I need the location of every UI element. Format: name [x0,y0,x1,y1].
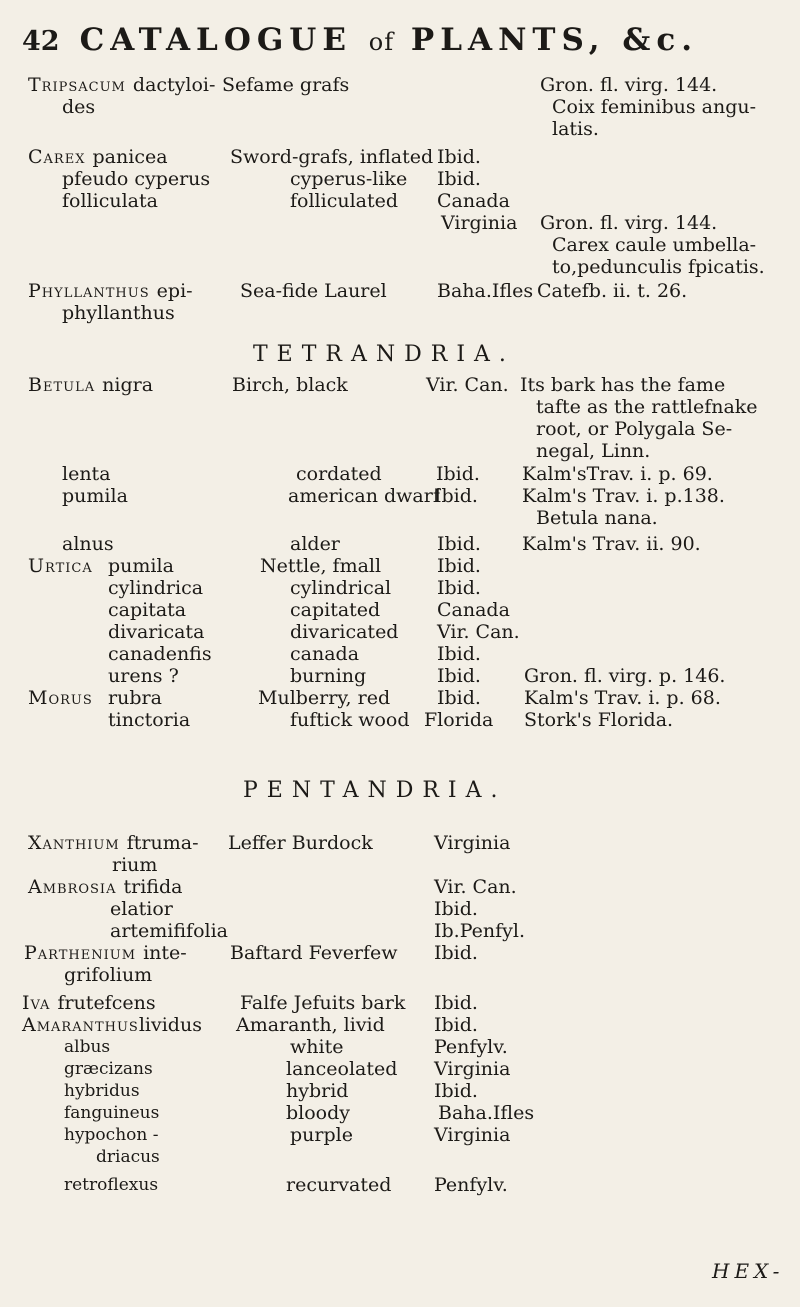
remark: Stork's Florida. [524,709,674,731]
english-name: Sea-fide Laurel [240,280,387,302]
species-cont: driacus [96,1147,160,1167]
english-name: Amaranth, livid [236,1014,385,1036]
english-name: fuftick wood [290,709,410,731]
habitat: Baha.Ifles [437,280,534,302]
remark-line: Its bark has the fame [520,374,726,396]
remark: Gron. fl. virg. p. 146. [524,665,726,687]
english-name: Baftard Feverfew [230,942,398,964]
genus-xanthium: Xanthium ftruma- [28,832,199,854]
english-name: alder [290,533,340,555]
species-name: hypochon - [64,1125,159,1145]
habitat: Ibid. [437,533,481,555]
genus-iva: Iva frutefcens [22,992,156,1014]
species-name: rubra [108,687,162,709]
species-name: cylindrica [108,577,204,599]
remark: Kalm's Trav. i. p.138. [522,485,725,507]
english-name: american dwarf [288,485,440,507]
habitat: Virginia [434,1058,511,1080]
english-name: Birch, black [232,374,348,396]
habitat: Ibid. [436,463,480,485]
genus-carex: Carex panicea [28,146,168,168]
habitat: Ibid. [437,146,481,168]
remark-line: Coix feminibus angu- [552,96,757,118]
species-name: alnus [62,533,114,555]
habitat: Ibid. [437,665,481,687]
habitat: Ibid. [434,898,478,920]
section-heading-tetrandria: TETRANDRIA. [253,342,515,367]
species-name: capitata [108,599,187,621]
habitat: Canada [437,190,510,212]
habitat: Ibid. [437,687,481,709]
genus-urtica: Urtica [28,555,93,577]
header-of: of [368,28,395,56]
remark-line: to,pedunculis fpicatis. [552,256,765,278]
habitat: Canada [437,599,510,621]
genus-tripsacum: Tripsacum dactyloi- [28,74,216,96]
page-header [22,22,698,58]
species-cont: rium [112,854,158,876]
remark: Catefb. ii. t. 26. [537,280,688,302]
species-name: lenta [62,463,111,485]
header-subject: PLANTS, &c. [410,22,699,58]
habitat: Vir. Can. [426,374,509,396]
species-name: elatior [110,898,173,920]
genus-ambrosia: Ambrosia trifida [28,876,183,898]
habitat: Ibid. [434,485,478,507]
habitat: Ibid. [434,1014,478,1036]
header-title: CATALOGUE [79,22,352,58]
species-name: albus [64,1037,111,1057]
habitat: Ibid. [434,992,478,1014]
species-name: pfeudo cyperus [62,168,211,190]
remark: Kalm'sTrav. i. p. 69. [522,463,713,485]
english-name: Falfe Jefuits bark [240,992,406,1014]
species-name: canadenfis [108,643,212,665]
english-name: recurvated [286,1174,392,1196]
english-name: Sword-grafs, inflated [230,146,434,168]
english-name: cylindrical [290,577,392,599]
english-name: Leffer Burdock [228,832,373,854]
habitat: Ibid. [437,643,481,665]
species-name: artemififolia [110,920,229,942]
english-name: divaricated [290,621,399,643]
section-heading-pentandria: PENTANDRIA. [243,778,507,803]
habitat: Virginia [434,1124,511,1146]
english-name: capitated [290,599,381,621]
english-name: lanceolated [286,1058,398,1080]
remark: Kalm's Trav. i. p. 68. [524,687,721,709]
habitat: Ibid. [437,555,481,577]
habitat: Vir. Can. [434,876,517,898]
species-name: tinctoria [108,709,191,731]
genus-morus: Morus [28,687,93,709]
species-name: fanguineus [64,1103,160,1123]
habitat: Baha.Ifles [438,1102,535,1124]
english-name: cyperus-like [290,168,408,190]
species-name: græcizans [64,1059,153,1079]
english-name: cordated [296,463,382,485]
english-name: purple [290,1124,353,1146]
page-number: 42 [22,26,60,57]
genus-phyllanthus: Phyllanthus epi- [28,280,193,302]
remark-line: root, or Polygala Se- [536,418,733,440]
genus-betula: Betula nigra [28,374,154,396]
remark: Kalm's Trav. ii. 90. [522,533,701,555]
habitat: Florida [424,709,494,731]
habitat: Ib.Penfyl. [434,920,526,942]
english-name: Sefame grafs [222,74,350,96]
genus-parthenium: Parthenium inte- [24,942,187,964]
english-name: white [290,1036,344,1058]
species-cont: grifolium [64,964,153,986]
habitat: Virginia [441,212,518,234]
remark-line: Betula nana. [536,507,658,529]
species-name: pumila [108,555,174,577]
genus-amaranthus: Amaranthuslividus [22,1014,202,1036]
remark-line: tafte as the rattlefnake [536,396,758,418]
species-cont: phyllanthus [62,302,175,324]
english-name: bloody [286,1102,351,1124]
remark: Gron. fl. virg. 144. [540,212,718,234]
english-name: hybrid [286,1080,349,1102]
habitat: Ibid. [437,168,481,190]
english-name: canada [290,643,360,665]
english-name: burning [290,665,367,687]
species-name: pumila [62,485,128,507]
species-name: retroflexus [64,1175,159,1195]
species-name: folliculata [62,190,158,212]
habitat: Ibid. [437,577,481,599]
remark-line: latis. [552,118,599,140]
remark: Gron. fl. virg. 144. [540,74,718,96]
species-cont: des [62,96,96,118]
species-name: divaricata [108,621,205,643]
habitat: Penfylv. [434,1174,508,1196]
habitat: Virginia [434,832,511,854]
english-name: folliculated [290,190,399,212]
habitat: Ibid. [434,942,478,964]
english-name: Nettle, fmall [260,555,382,577]
species-name: urens ? [108,665,179,687]
english-name: Mulberry, red [258,687,391,709]
remark-line: negal, Linn. [536,440,651,462]
habitat: Vir. Can. [437,621,520,643]
remark-line: Carex caule umbella- [552,234,757,256]
species-name: hybridus [64,1081,140,1101]
habitat: Penfylv. [434,1036,508,1058]
habitat: Ibid. [434,1080,478,1102]
catchword: HEX- [712,1259,785,1283]
